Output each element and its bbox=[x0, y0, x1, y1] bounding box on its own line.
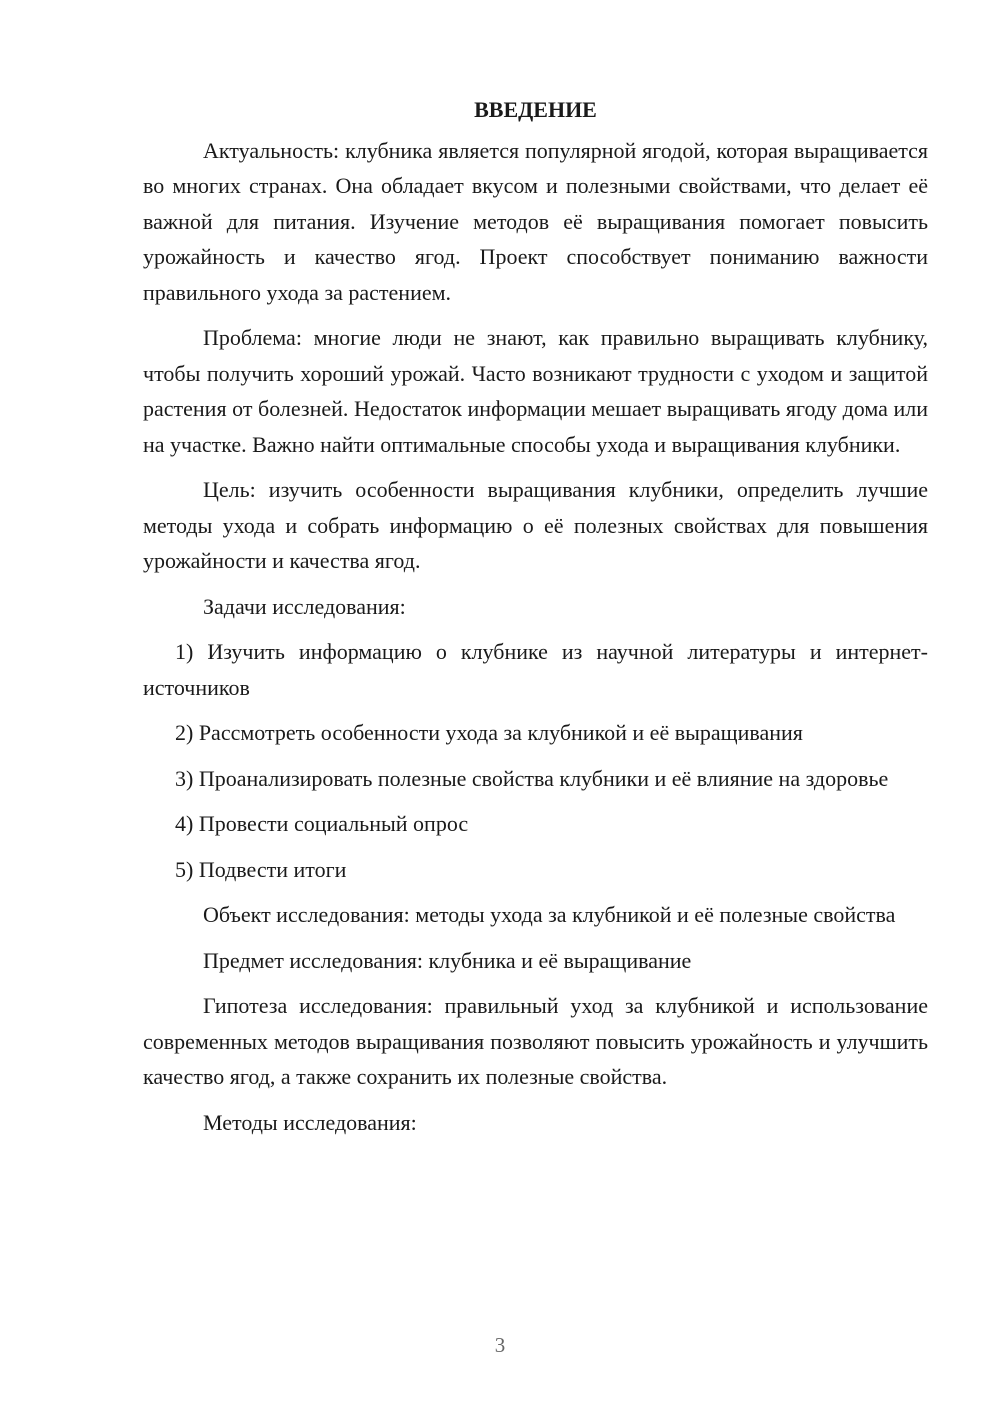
hypothesis-paragraph: Гипотеза исследования: правильный уход за клубникой и использование современных методов выращивания позволяют повысить урожайность и улучшить качество ягод, а также сохранить их полезные свойства. bbox=[143, 993, 928, 1089]
relevance-paragraph: Актуальность: клубника является популярной ягодой, которая выращивается во многих странах. Она обладает вкусом и полезными свойствами, что делает её важной для питания. Изучение методов её выращивания помогает повысить урожайность и качество ягод. Проект способствует пониманию важности правильного ухода за растением. bbox=[143, 137, 928, 305]
section-title: ВВЕДЕНИЕ bbox=[474, 97, 597, 122]
tasks-heading: Задачи исследования: bbox=[203, 593, 406, 619]
object-paragraph: Объект исследования: методы ухода за клубникой и её полезные свойства bbox=[203, 902, 896, 927]
task-item: 2) Рассмотреть особенности ухода за клубникой и её выращивания bbox=[175, 720, 803, 745]
document-page bbox=[143, 92, 928, 1150]
problem-paragraph: Проблема: многие люди не знают, как правильно выращивать клубнику, чтобы получить хороший урожай. Часто возникают трудности с уходом и защитой растения от болезней. Недостаток информации мешает выращивать ягоду дома или на участке. Важно найти оптимальные способы ухода и выращивания клубники. bbox=[143, 325, 928, 457]
page-number: 3 bbox=[494, 1333, 506, 1357]
subject-paragraph: Предмет исследования: клубника и её выращивание bbox=[203, 947, 692, 973]
tasks-list bbox=[143, 634, 928, 887]
methods-heading: Методы исследования: bbox=[203, 1109, 417, 1135]
goal-paragraph: Цель: изучить особенности выращивания клубники, определить лучшие методы ухода и собрать информацию о её полезных свойствах для повышения урожайности и качества ягод. bbox=[143, 477, 928, 573]
task-item: 4) Провести социальный опрос bbox=[175, 811, 469, 836]
task-item: 3) Проанализировать полезные свойства клубники и её влияние на здоровье bbox=[175, 765, 889, 791]
task-item: 5) Подвести итоги bbox=[175, 856, 347, 882]
task-item: 1) Изучить информацию о клубнике из научной литературы и интернет-источников bbox=[143, 639, 928, 700]
